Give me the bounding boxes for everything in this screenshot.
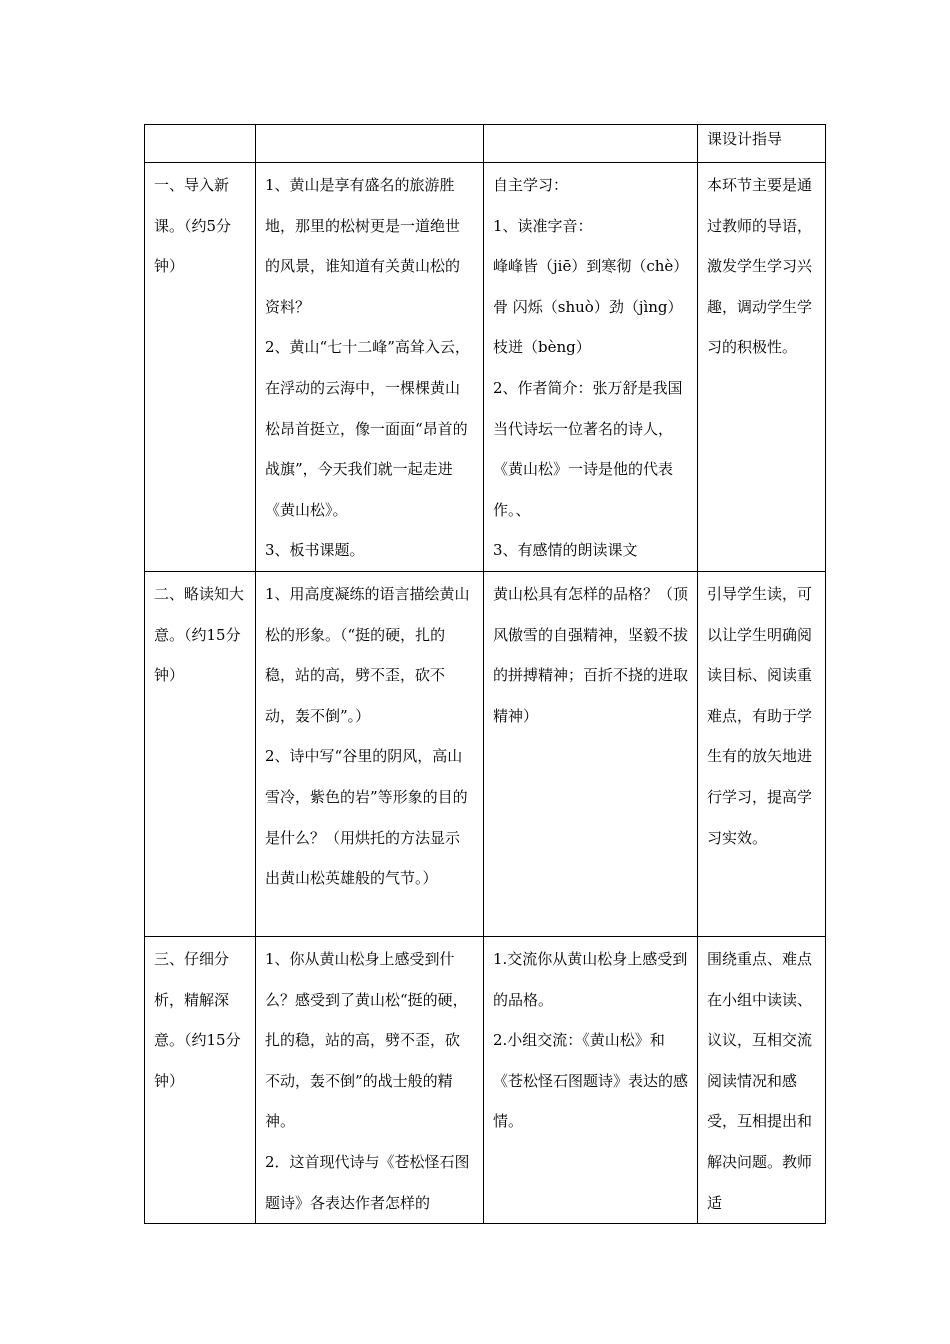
teacher-paragraph: 3、板书课题。 (265, 541, 365, 560)
student-activity-cell (484, 163, 698, 572)
student-activity-cell (484, 936, 698, 1223)
student-paragraph: 2.小组交流：《黄山松》和《苍松怪石图题诗》表达的感情。 (493, 1031, 689, 1131)
student-paragraph: 自主学习： (493, 176, 569, 194)
teacher-activity-cell (256, 571, 484, 936)
teacher-activity-cell (256, 163, 484, 572)
teacher-paragraph: 2、诗中写“谷里的阴风，高山雪冷，紫色的岩”等形象的目的是什么？（用烘托的方法显示出黄山松英雄般的气节。） (265, 747, 468, 888)
stage-cell: 二、略读知大意。（约15分钟） (145, 571, 256, 936)
guidance-cell: 本环节主要是通过教师的导语，激发学生学习兴趣，调动学生学习的积极性。 (698, 163, 826, 572)
header-cell-guidance (698, 125, 826, 163)
teacher-paragraph: 1、你从黄山松身上感受到什么？感受到了黄山松“挺的硬，扎的稳，站的高，劈不歪，砍不动，轰不倒”的战士般的精神。 (265, 949, 468, 1131)
lesson-plan-table (144, 124, 826, 1224)
student-paragraph: 黄山松具有怎样的品格？（顶风傲雪的自强精神，坚毅不拔的拼搏精神；百折不挠的进取精神） (493, 584, 689, 725)
header-cell-3 (484, 125, 698, 163)
header-cell-2 (256, 125, 484, 163)
table-row (145, 936, 826, 1223)
stage-cell: 三、仔细分析，精解深意。（约15分钟） (145, 936, 256, 1223)
teacher-paragraph: 2、黄山“七十二峰”高耸入云，在浮动的云海中，一棵棵黄山松昂首挺立，像一面面“昂首的战旗”，今天我们就一起走进《黄山松》。 (265, 338, 470, 519)
table-row (145, 163, 826, 572)
student-paragraph: 1、读准字音： (493, 216, 593, 235)
student-paragraph: 峰峰皆（jiē）到寒彻（chè）骨 闪烁（shuò）劲（jìng）枝迸（bèng） (493, 257, 683, 357)
guidance-cell: 引导学生读，可以让学生明确阅读目标、阅读重难点，有助于学生有的放矢地进行学习，提高学习实效。 (698, 571, 826, 936)
header-cell-1 (145, 125, 256, 163)
teacher-activity-cell (256, 936, 484, 1223)
student-paragraph: 3、有感情的朗读课文 (493, 541, 638, 560)
student-paragraph: 2、作者简介：张万舒是我国当代诗坛一位著名的诗人，《黄山松》一诗是他的代表作。、 (493, 378, 683, 519)
guidance-cell: 围绕重点、难点在小组中读读、议议，互相交流阅读情况和感受，互相提出和解决问题。教师适 (698, 936, 826, 1223)
teacher-paragraph: 1、用高度凝练的语言描绘黄山松的形象。（“挺的硬，扎的稳，站的高，劈不歪，砍不动，轰不倒”。） (265, 584, 470, 725)
table-header-row (145, 125, 826, 163)
table-row (145, 571, 826, 936)
teacher-paragraph: 2．这首现代诗与《苍松怪石图题诗》各表达作者怎样的 (265, 1152, 470, 1212)
stage-cell: 一、导入新课。（约5分钟） (145, 163, 256, 572)
student-activity-cell (484, 571, 698, 936)
teacher-paragraph: 1、黄山是享有盛名的旅游胜地，那里的松树更是一道绝世的风景，谁知道有关黄山松的资料？ (265, 176, 461, 316)
header-guidance-text: 课设计指导 (707, 130, 783, 148)
student-paragraph: 1.交流你从黄山松身上感受到的品格。 (493, 949, 688, 1009)
